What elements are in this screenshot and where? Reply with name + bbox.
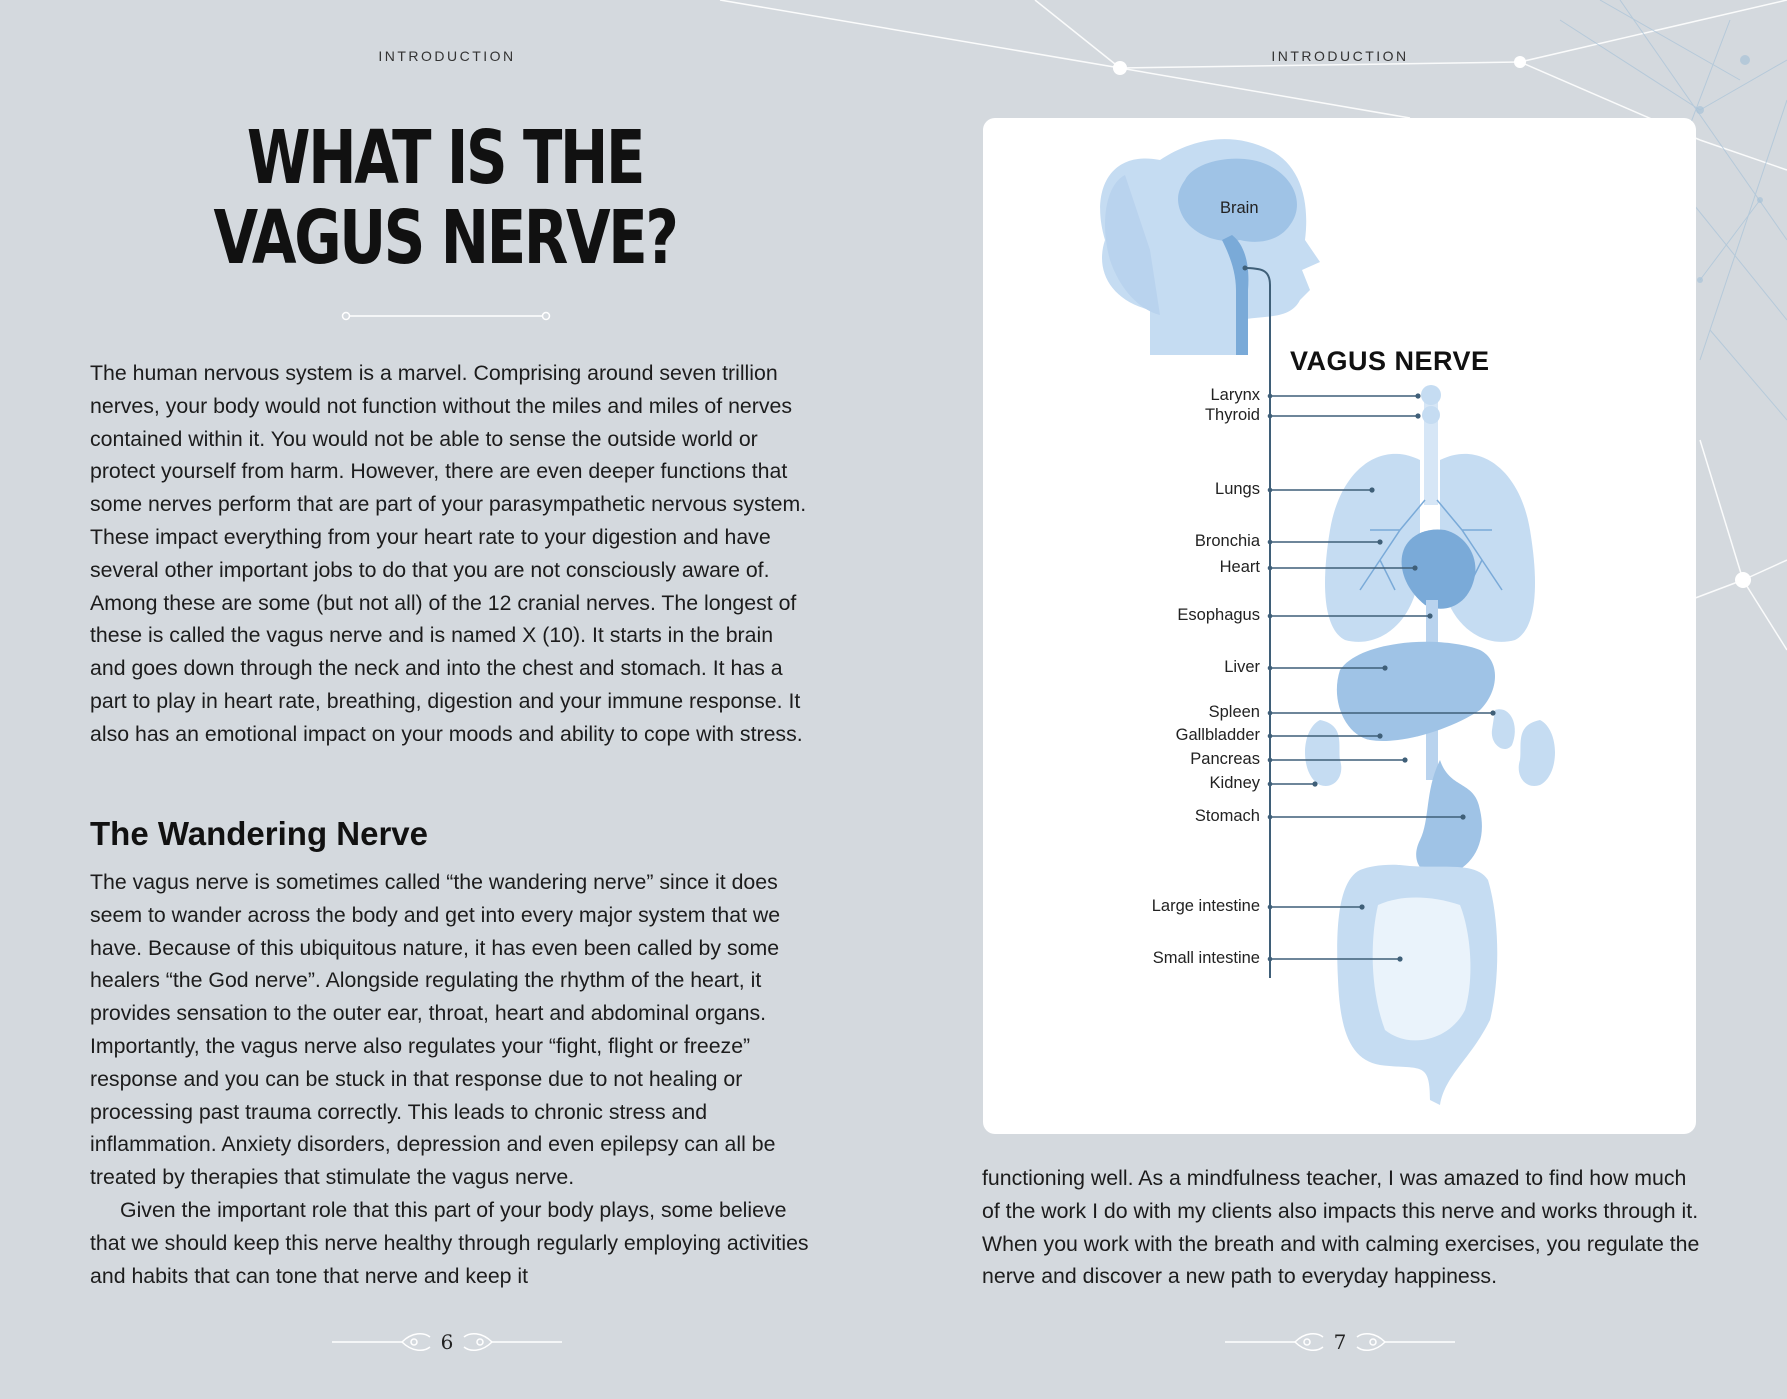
label-brain: Brain: [1220, 199, 1259, 217]
wandering-paragraph: The vagus nerve is sometimes called “the wandering nerve” since it does seem to wander across the body and get into every major system that we have. Because of this ubiquitous nature, it has even been called by some healers “the God nerve”. Alongside regulating the rhythm of the heart, it provides sensation to the outer ear, throat, heart and abdominal organs. Importantly, the vagus nerve also regulates your “fight, flight or freeze” response and you can be stuck in that response due to not healing or processing past trauma correctly. This leads to chronic stress and inflammation. Anxiety disorders, depression and even epilepsy can all be treated by therapies that stimulate the vagus nerve.: [90, 870, 781, 1190]
label-larynx: Larynx: [1210, 386, 1260, 404]
label-gallbladder: Gallbladder: [1175, 726, 1260, 744]
running-head-right: INTRODUCTION: [1271, 48, 1409, 64]
small-intestine: [1373, 898, 1471, 1041]
liver: [1337, 642, 1495, 741]
intro-paragraph: The human nervous system is a marvel. Comprising around seven trillion nerves, your body would not function without the miles and miles of nerves contained within it. You would not be able to sense the outside world or protect yourself from harm. However, there are even deeper functions that some nerves perform that are part of your parasympathetic nervous system. These impact everything from your heart rate to your digestion and have several other important jobs to do that you are not consciously aware of. Among these are some (but not all) of the 12 cranial nerves. The longest of these is called the vagus nerve and is named X (10). It starts in the brain and goes down through the neck and into the chest and stomach. It has a part to play in heart rate, breathing, digestion and your immune response. It also has an emotional impact on your moods and ability to cope with stress.: [90, 361, 807, 746]
title-line-2: VAGUS NERVE?: [213, 195, 677, 281]
running-head: INTRODUCTION: [378, 48, 516, 64]
label-lungs: Lungs: [1215, 480, 1260, 498]
section-heading: The Wandering Nerve: [90, 815, 429, 852]
figure-title: VAGUS NERVE: [1290, 346, 1490, 376]
label-bronchia: Bronchia: [1194, 532, 1260, 550]
label-heart: Heart: [1219, 558, 1260, 576]
label-large-intestine: Large intestine: [1151, 897, 1260, 915]
label-thyroid: Thyroid: [1204, 406, 1260, 424]
label-stomach: Stomach: [1194, 807, 1260, 825]
page-number-ornament-right: [1225, 1327, 1455, 1357]
label-esophagus: Esophagus: [1177, 606, 1260, 624]
title-line-1: WHAT IS THE: [246, 115, 644, 201]
continuation-text: [982, 1162, 1702, 1293]
label-kidney: Kidney: [1209, 774, 1260, 792]
continuation-paragraph: functioning well. As a mindfulness teacher, I was amazed to find how much of the work I do with my clients also impacts this nerve and works through it. When you work with the breath and with calming exercises, you regulate the nerve and discover a new path to everyday happiness.: [982, 1166, 1700, 1289]
closing-paragraph: Given the important role that this part of your body plays, some believe that we should keep this nerve healthy through regularly employing activities and habits that can tone that nerve and keep it: [90, 1197, 809, 1288]
page-number-right: 7: [1333, 1330, 1347, 1354]
label-spleen: Spleen: [1208, 703, 1260, 721]
label-pancreas: Pancreas: [1190, 750, 1260, 768]
label-liver: Liver: [1224, 658, 1260, 676]
label-small-intestine: Small intestine: [1152, 949, 1260, 967]
page-number: 6: [440, 1330, 454, 1354]
